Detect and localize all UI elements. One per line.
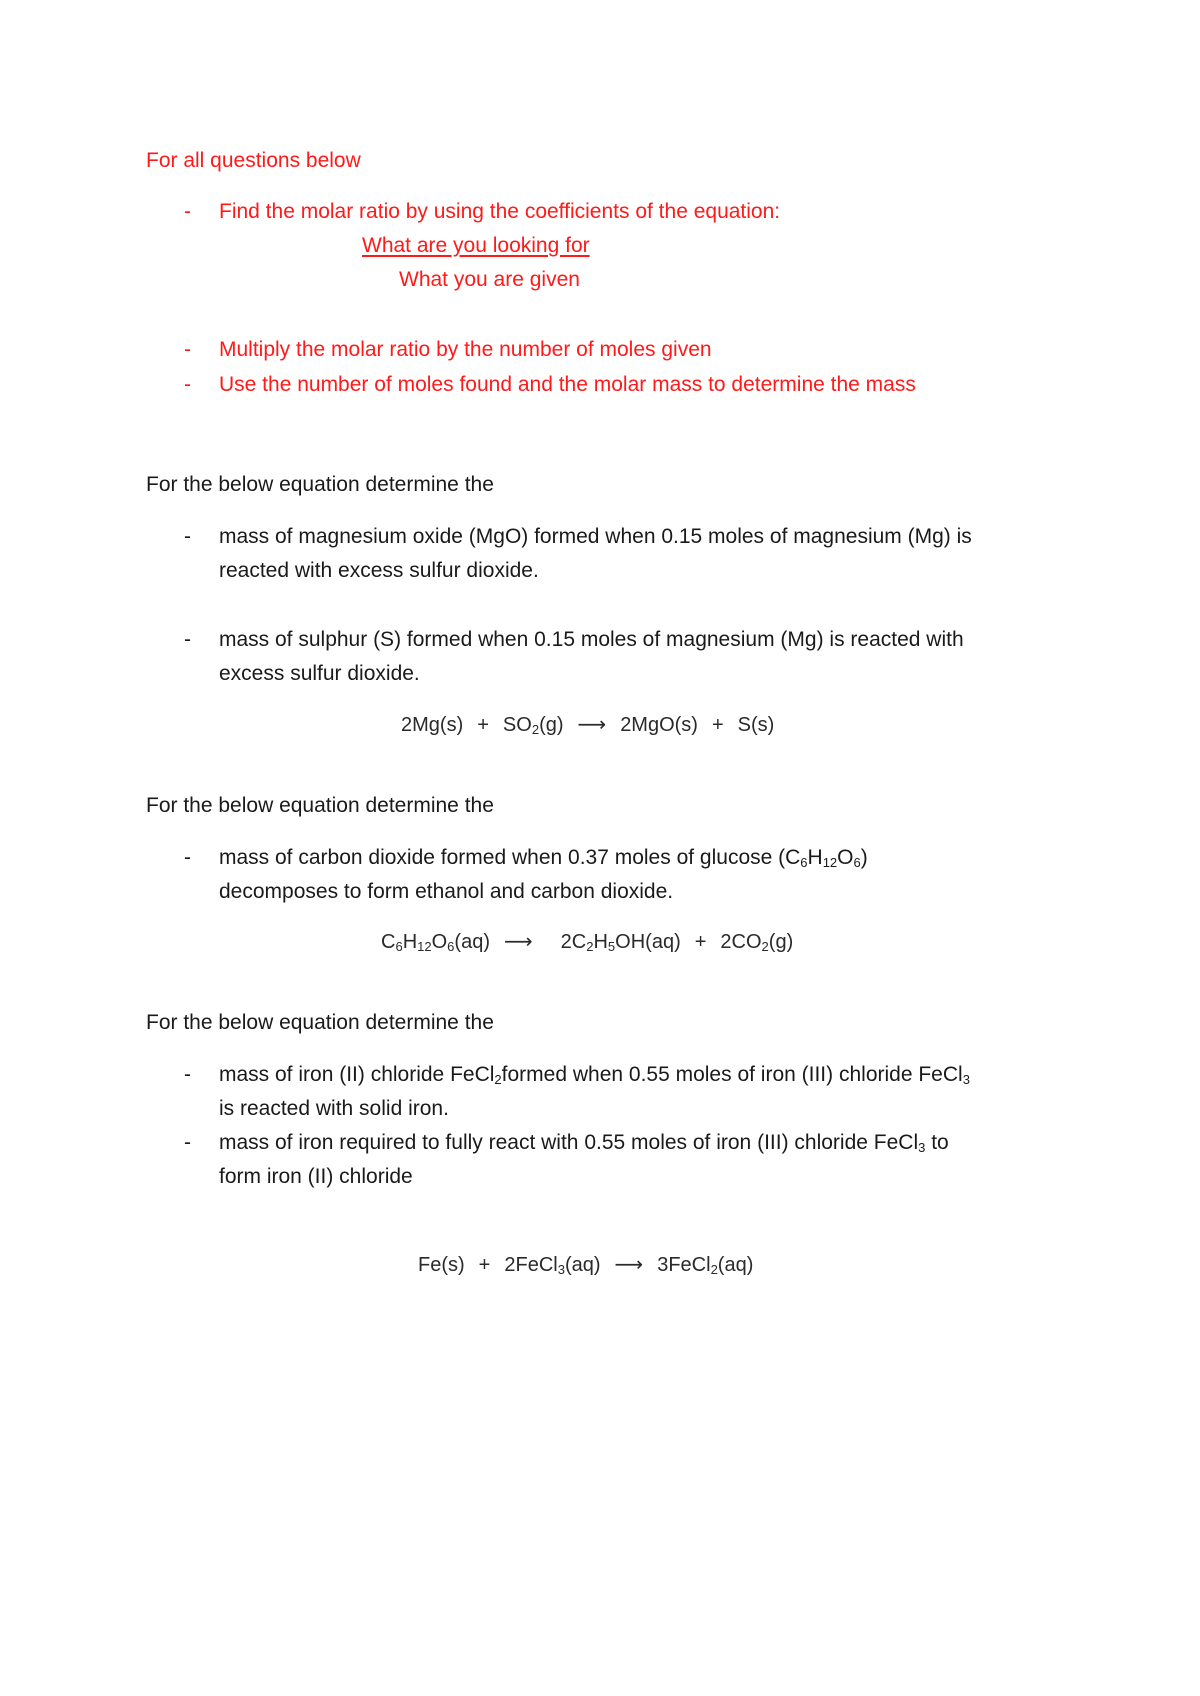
instructions-heading: For all questions below bbox=[146, 149, 361, 172]
question3-item1-line2: is reacted with solid iron. bbox=[219, 1097, 449, 1120]
bullet-dash: - bbox=[184, 1063, 191, 1086]
reaction-arrow-icon: ⟶ bbox=[577, 714, 607, 736]
bullet-dash: - bbox=[184, 525, 191, 548]
question3-item2-line1: mass of iron required to fully react with 0.55 moles of iron (III) chloride FeCl$_3$ to bbox=[219, 1131, 949, 1155]
bullet-dash: - bbox=[184, 200, 191, 223]
question1-item1-line2: reacted with excess sulfur dioxide. bbox=[219, 559, 539, 582]
step-multiply-ratio: Multiply the molar ratio by the number of moles given bbox=[219, 338, 712, 361]
reaction-arrow-icon: ⟶ bbox=[614, 1254, 644, 1276]
question2-heading: For the below equation determine the bbox=[146, 794, 494, 817]
step-find-molar-ratio: Find the molar ratio by using the coefficients of the equation: bbox=[219, 200, 781, 223]
reaction-arrow-icon: ⟶ bbox=[503, 931, 533, 953]
bullet-dash: - bbox=[184, 846, 191, 869]
bullet-dash: - bbox=[184, 338, 191, 361]
equation-iron-chloride: Fe(s) + 2FeCl$_3$(aq) ⟶ 3FeCl$_2$(aq) bbox=[418, 1254, 754, 1277]
question3-item1-line1: mass of iron (II) chloride FeCl$_2$formed when 0.55 moles of iron (III) chloride FeCl$_3$ bbox=[219, 1063, 970, 1087]
step-determine-mass: Use the number of moles found and the molar mass to determine the mass bbox=[219, 373, 916, 396]
bullet-dash: - bbox=[184, 1131, 191, 1154]
equation-magnesium: $2Mg(s) + SO_2(g)$ ⟶ 2MgO(s) + S(s) bbox=[401, 714, 775, 737]
question1-item2-line2: excess sulfur dioxide. bbox=[219, 662, 420, 685]
question3-heading: For the below equation determine the bbox=[146, 1011, 494, 1034]
ratio-numerator: What are you looking for bbox=[362, 234, 590, 257]
bullet-dash: - bbox=[184, 373, 191, 396]
question2-item1-line1: mass of carbon dioxide formed when 0.37 moles of glucose $(C_6H_{12}O_6)$ bbox=[219, 846, 868, 870]
question1-heading: For the below equation determine the bbox=[146, 473, 494, 496]
equation-glucose: $C_6H_{12}O_6(aq)$ ⟶ $2C_2H_5OH(aq) + 2CO_2(g)$ bbox=[381, 931, 794, 954]
question2-item1-line2: decomposes to form ethanol and carbon dioxide. bbox=[219, 880, 674, 903]
question1-item2-line1: mass of sulphur (S) formed when 0.15 moles of magnesium (Mg) is reacted with bbox=[219, 628, 964, 651]
ratio-denominator: What you are given bbox=[399, 268, 580, 291]
bullet-dash: - bbox=[184, 628, 191, 651]
question1-item1-line1: mass of magnesium oxide (MgO) formed when 0.15 moles of magnesium (Mg) is bbox=[219, 525, 972, 548]
question3-item2-line2: form iron (II) chloride bbox=[219, 1165, 413, 1188]
